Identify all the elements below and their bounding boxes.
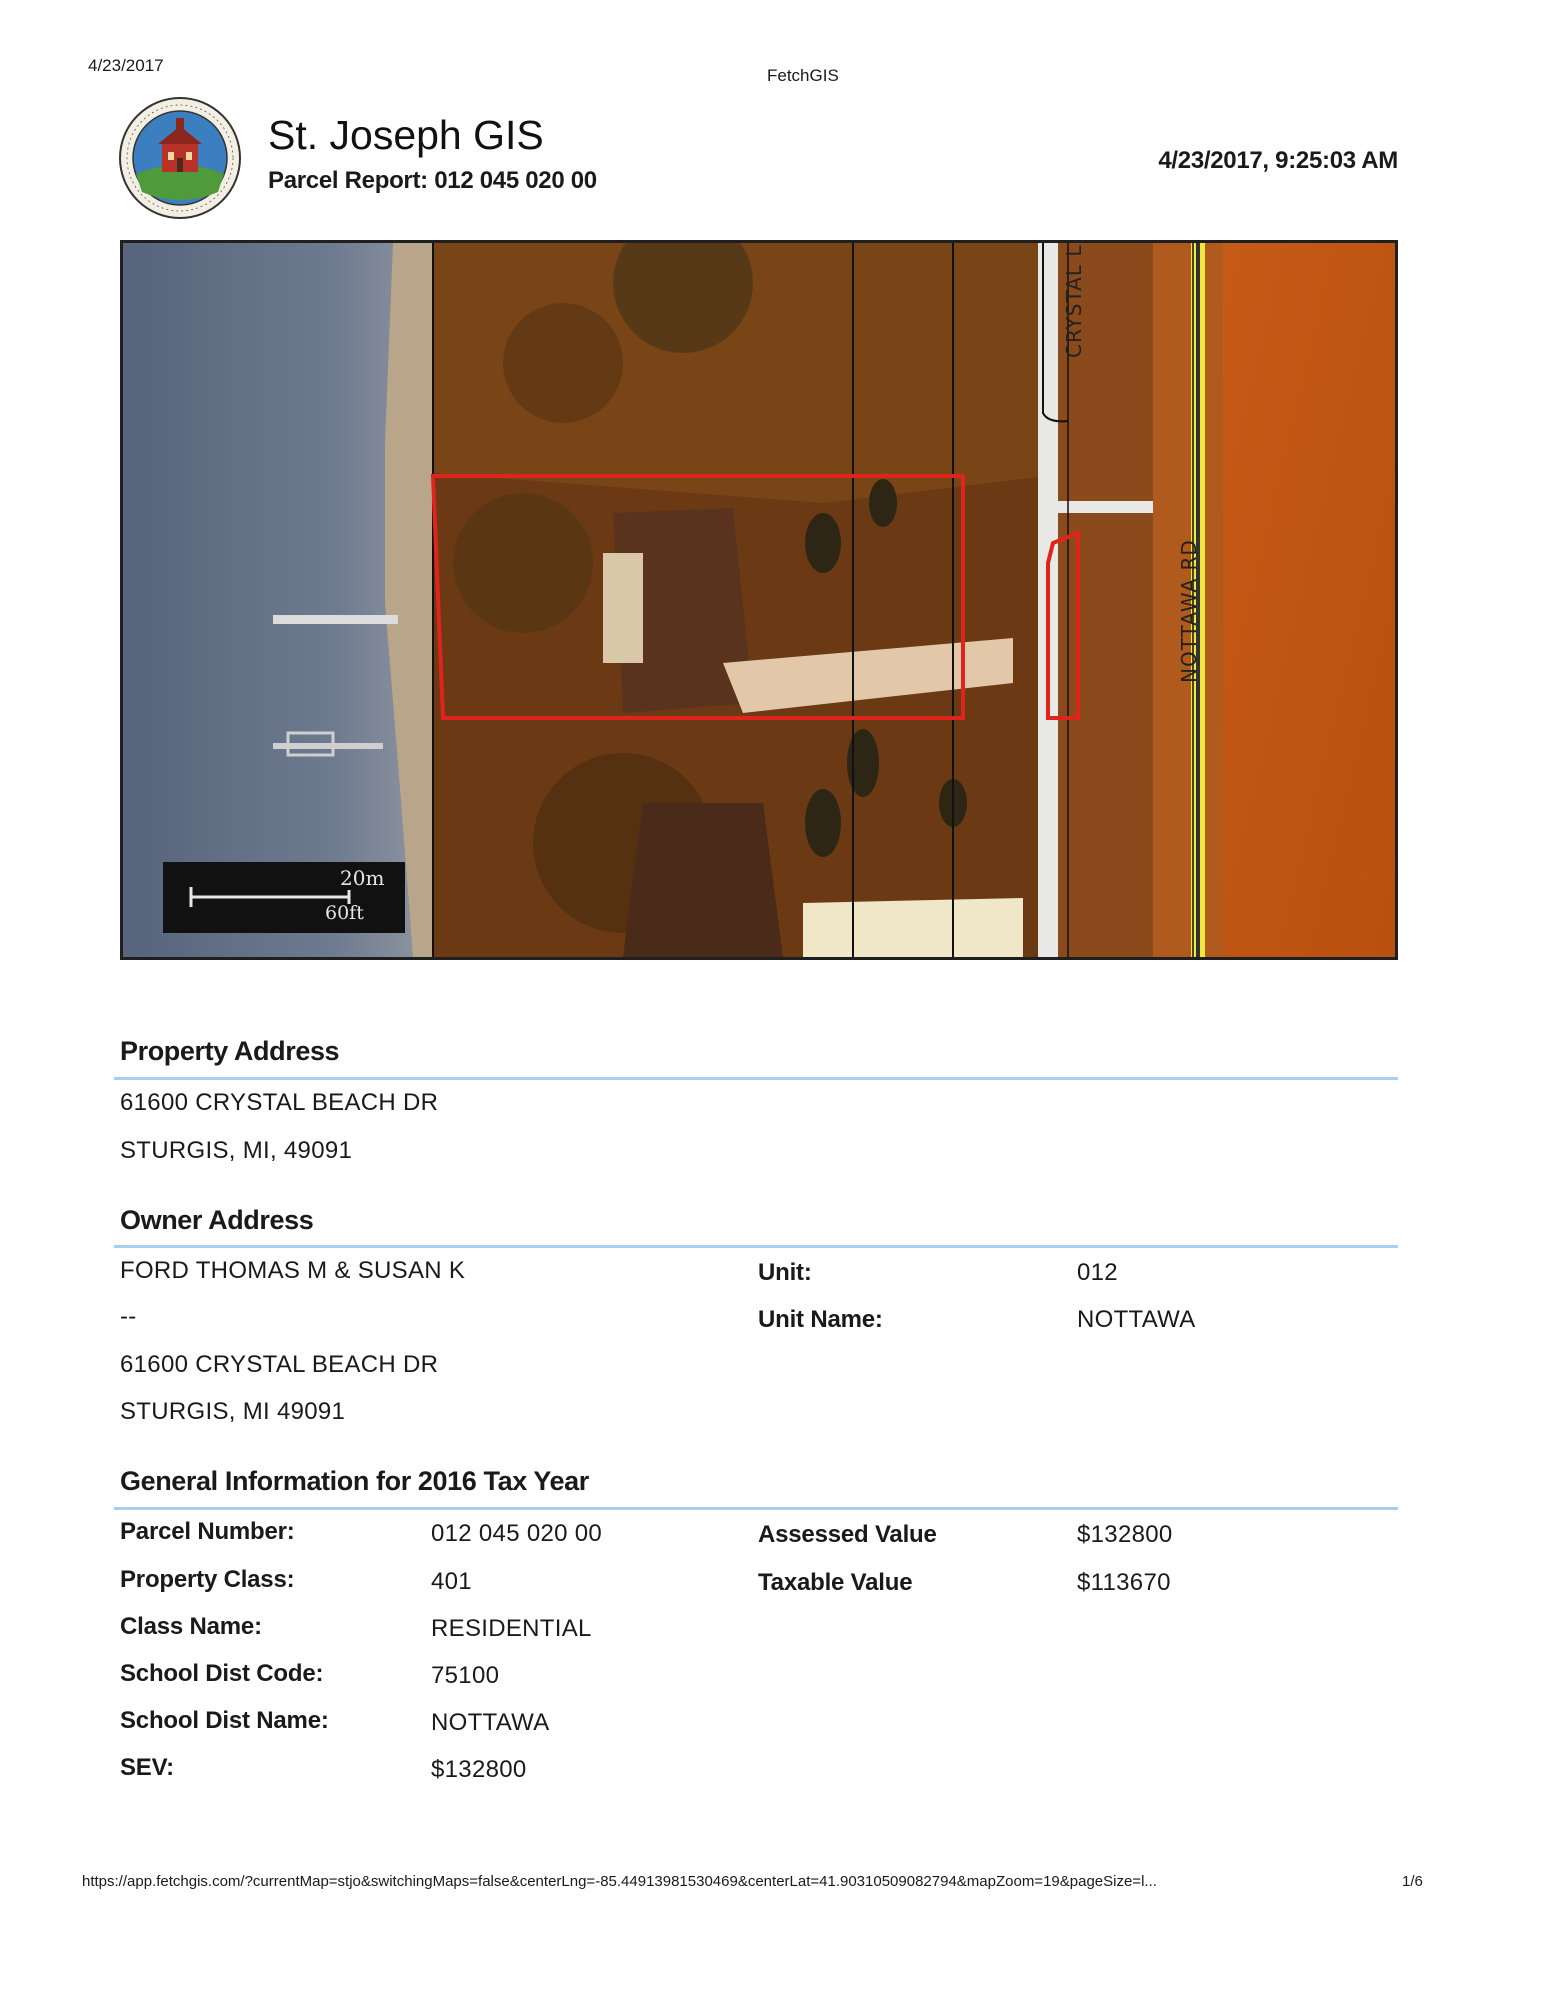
unit-label: Unit:: [758, 1259, 812, 1286]
page-title: St. Joseph GIS: [268, 112, 544, 158]
unit-value: 012: [1077, 1259, 1118, 1286]
property-class-label: Property Class:: [120, 1566, 295, 1593]
property-class-value: 401: [431, 1568, 472, 1595]
class-name-value: RESIDENTIAL: [431, 1615, 592, 1642]
section-divider: [114, 1077, 1398, 1080]
owner-address-heading: Owner Address: [120, 1205, 314, 1235]
aerial-map[interactable]: [120, 240, 1398, 960]
owner-address-line-2: --: [120, 1303, 137, 1330]
unit-name-label: Unit Name:: [758, 1306, 883, 1333]
scale-metric-label: 20m: [340, 866, 385, 890]
unit-name-value: NOTTAWA: [1077, 1306, 1196, 1333]
class-name-label: Class Name:: [120, 1613, 262, 1640]
sev-value: $132800: [431, 1756, 527, 1783]
property-address-heading: Property Address: [120, 1036, 340, 1066]
page-number: 1/6: [1402, 1873, 1423, 1890]
owner-address-line-4: STURGIS, MI 49091: [120, 1398, 346, 1425]
road-label-crystal: CRYSTAL L: [1062, 244, 1086, 358]
section-divider: [114, 1507, 1398, 1510]
sev-label: SEV:: [120, 1754, 174, 1781]
owner-address-line-3: 61600 CRYSTAL BEACH DR: [120, 1351, 439, 1378]
school-dist-code-label: School Dist Code:: [120, 1660, 324, 1687]
print-date: 4/23/2017: [88, 56, 164, 75]
site-name: FetchGIS: [767, 66, 839, 85]
road-label-nottawa: NOTTAWA RD: [1177, 539, 1201, 683]
report-timestamp: 4/23/2017, 9:25:03 AM: [1158, 147, 1398, 174]
school-dist-code-value: 75100: [431, 1662, 500, 1689]
school-dist-name-label: School Dist Name:: [120, 1707, 329, 1734]
taxable-value-label: Taxable Value: [758, 1569, 913, 1596]
footer-url: https://app.fetchgis.com/?currentMap=stjo&switchingMaps=false&centerLng=-85.44913981530469&centerLat=41.90310509082794&mapZoom=19&pageSize=l...: [82, 1873, 1157, 1890]
general-info-heading: General Information for 2016 Tax Year: [120, 1466, 589, 1496]
scale-imperial-label: 60ft: [325, 902, 364, 924]
school-dist-name-value: NOTTAWA: [431, 1709, 550, 1736]
parcel-number-value: 012 045 020 00: [431, 1520, 603, 1547]
section-divider: [114, 1245, 1398, 1248]
county-seal-icon: [118, 96, 242, 220]
parcel-number-label: Parcel Number:: [120, 1518, 295, 1545]
parcel-report-subtitle: Parcel Report: 012 045 020 00: [268, 167, 597, 194]
taxable-value: $113670: [1077, 1569, 1171, 1596]
owner-name: FORD THOMAS M & SUSAN K: [120, 1257, 466, 1284]
assessed-value: $132800: [1077, 1521, 1173, 1548]
property-address-line-2: STURGIS, MI, 49091: [120, 1137, 353, 1164]
assessed-value-label: Assessed Value: [758, 1521, 937, 1548]
property-address-line-1: 61600 CRYSTAL BEACH DR: [120, 1089, 439, 1116]
